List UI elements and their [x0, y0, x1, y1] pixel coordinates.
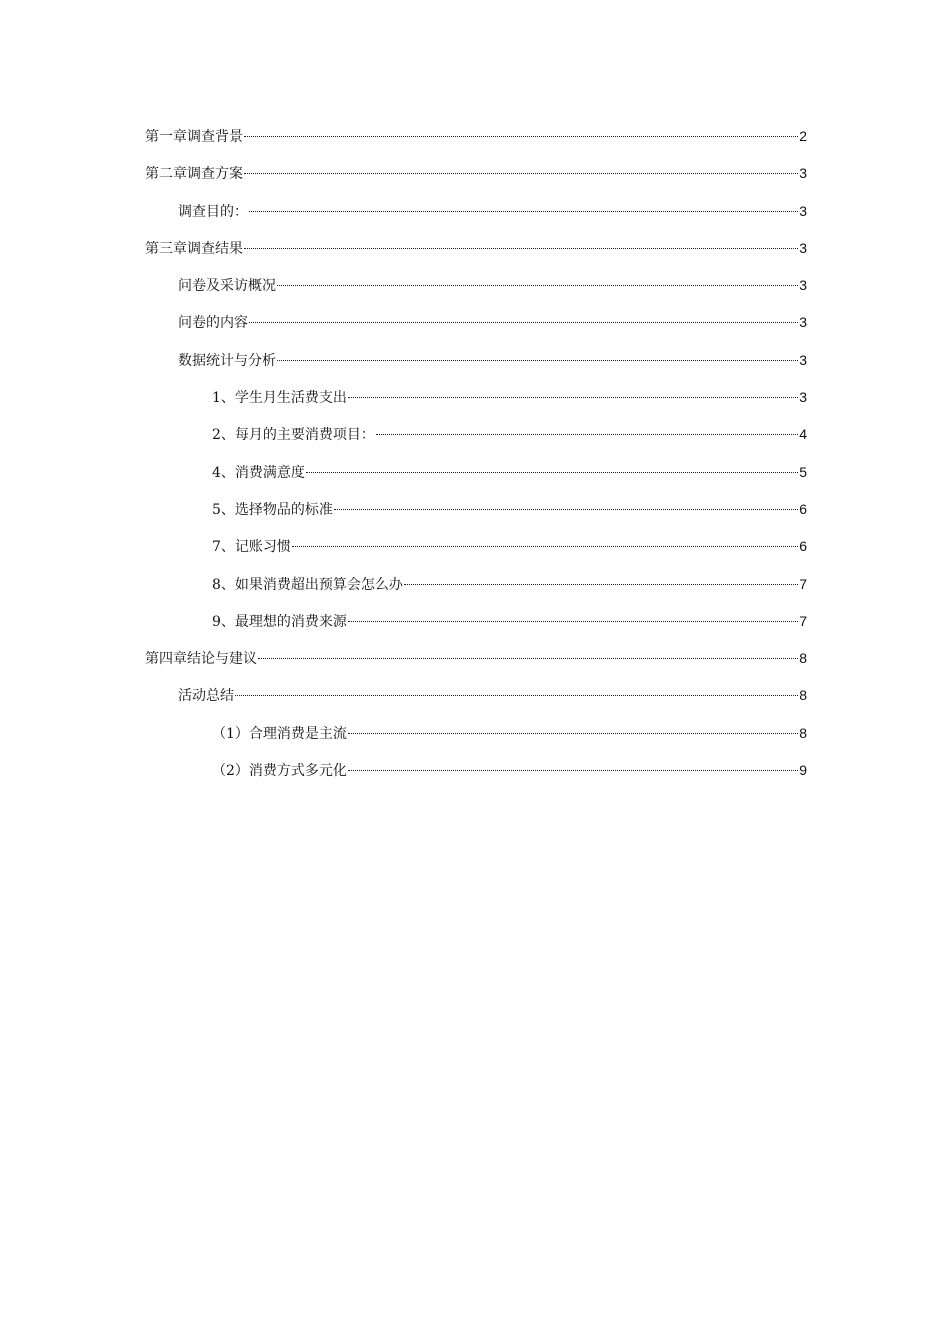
toc-entry-title: 5、选择物品的标准: [212, 501, 333, 518]
toc-dot-leader: [244, 136, 798, 137]
toc-page-number: 8: [799, 650, 807, 667]
toc-entry-chapter-1[interactable]: [145, 126, 807, 163]
toc-dot-leader: [292, 546, 798, 547]
toc-entry-questionnaire-content[interactable]: [145, 312, 807, 349]
toc-entry-conclusion-1[interactable]: [145, 723, 807, 760]
toc-dot-leader: [258, 658, 798, 659]
toc-entry-title: 7、记账习惯: [212, 539, 291, 556]
toc-entry-title: 第一章调查背景: [145, 129, 243, 145]
toc-page-number: 3: [799, 239, 807, 256]
toc-entry-item-8[interactable]: [145, 574, 807, 611]
toc-page-number: 3: [799, 351, 807, 368]
toc-entry-item-1[interactable]: [145, 387, 807, 424]
toc-entry-title: 4、消费满意度: [212, 464, 305, 481]
toc-page-number: 3: [799, 277, 807, 294]
toc-page-number: 6: [799, 500, 807, 517]
toc-entry-title: 问卷的内容: [178, 315, 248, 332]
toc-entry-title: 数据统计与分析: [178, 352, 276, 369]
toc-page-number: 5: [799, 463, 807, 480]
toc-dot-leader: [249, 211, 798, 212]
toc-page-number: 8: [799, 687, 807, 704]
toc-entry-questionnaire-overview[interactable]: [145, 275, 807, 312]
toc-entry-title: （2）消费方式多元化: [212, 763, 347, 780]
toc-dot-leader: [348, 770, 798, 771]
toc-dot-leader: [235, 695, 798, 696]
toc-dot-leader: [249, 322, 798, 323]
toc-dot-leader: [277, 360, 798, 361]
toc-dot-leader: [244, 248, 798, 249]
toc-page-number: 3: [799, 202, 807, 219]
toc-page-number: 2: [799, 128, 807, 144]
toc-dot-leader: [306, 472, 798, 473]
toc-page-number: 3: [799, 389, 807, 406]
toc-entry-title: 第二章调查方案: [145, 166, 243, 183]
toc-page-number: 8: [799, 724, 807, 741]
toc-page-number: 6: [799, 538, 807, 555]
toc-entry-title: （1）合理消费是主流: [212, 725, 347, 742]
toc-entry-title: 8、如果消费超出预算会怎么办: [212, 576, 403, 593]
toc-entry-title: 9、最理想的消费来源: [212, 613, 347, 630]
toc-dot-leader: [404, 584, 798, 585]
toc-entry-title: 调查目的：: [178, 203, 248, 220]
toc-entry-title: 问卷及采访概况: [178, 278, 276, 295]
toc-entry-item-2[interactable]: [145, 424, 807, 461]
toc-entry-title: 第三章调查结果: [145, 240, 243, 257]
toc-page-number: 7: [799, 612, 807, 629]
toc-entry-chapter-2[interactable]: [145, 163, 807, 200]
toc-dot-leader: [334, 509, 798, 510]
toc-entry-title: 1、学生月生活费支出: [212, 390, 347, 407]
toc-entry-title: 第四章结论与建议: [145, 651, 257, 668]
toc-page-number: 9: [799, 762, 807, 779]
toc-entry-data-analysis[interactable]: [145, 350, 807, 387]
toc-entry-chapter-3[interactable]: [145, 238, 807, 275]
toc-entry-survey-purpose[interactable]: [145, 201, 807, 238]
table-of-contents: [145, 126, 807, 797]
toc-dot-leader: [348, 397, 798, 398]
toc-dot-leader: [376, 434, 798, 435]
toc-entry-title: 2、每月的主要消费项目：: [212, 427, 375, 444]
toc-dot-leader: [277, 285, 798, 286]
toc-dot-leader: [348, 733, 798, 734]
toc-entry-activity-summary[interactable]: [145, 685, 807, 722]
toc-page-number: 7: [799, 575, 807, 592]
toc-page-number: 4: [799, 426, 807, 443]
toc-entry-item-9[interactable]: [145, 611, 807, 648]
toc-dot-leader: [348, 621, 798, 622]
toc-entry-conclusion-2[interactable]: [145, 760, 807, 797]
toc-entry-item-5[interactable]: [145, 499, 807, 536]
toc-entry-title: 活动总结: [178, 688, 234, 705]
toc-entry-item-4[interactable]: [145, 462, 807, 499]
toc-entry-item-7[interactable]: [145, 536, 807, 573]
toc-page-number: 3: [799, 314, 807, 331]
toc-entry-chapter-4[interactable]: [145, 648, 807, 685]
toc-page-number: 3: [799, 165, 807, 182]
toc-dot-leader: [244, 173, 798, 174]
